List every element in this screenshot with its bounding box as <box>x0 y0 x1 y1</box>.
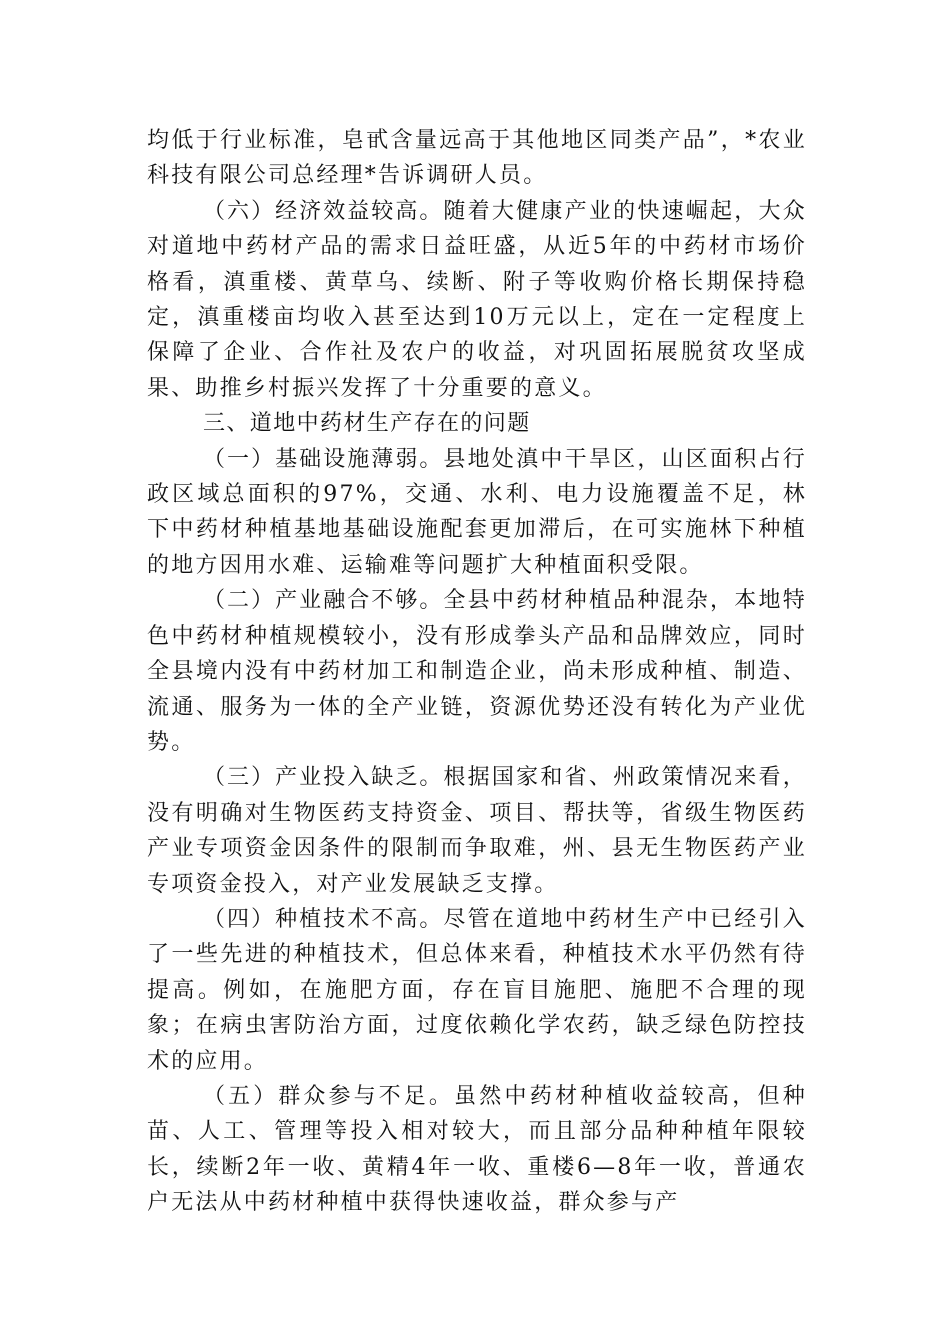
paragraph-text: 根据国家和省、州政策情况来看，没有明确对生物医药支持资金、项目、帮扶等，省级生物医药产业专项资金因条件的限制而争取难，州、县无生物医药产业专项资金投入，对产业发展缺乏支撑。 <box>147 765 807 897</box>
paragraph-lead: （三）产业投入缺乏。 <box>203 765 444 791</box>
paragraph-lead: （四）种植技术不高。 <box>203 906 444 932</box>
paragraph-public-participation <box>147 1079 807 1221</box>
paragraph-lead: （二）产业融合不够。 <box>203 588 444 614</box>
paragraph-lead: （六）经济效益较高。 <box>203 198 444 224</box>
paragraph-text: 随着大健康产业的快速崛起，大众对道地中药材产品的需求日益旺盛，从近5年的中药材市场价格看，滇重楼、黄草乌、续断、附子等收购价格长期保持稳定，滇重楼亩均收入甚至达到10万元以上，定在一定程度上保障了企业、合作社及农户的收益，对巩固拓展脱贫攻坚成果、助推乡村振兴发挥了十分重要的意义。 <box>147 198 807 401</box>
paragraph-industry-investment <box>147 760 807 902</box>
section-heading: 三、道地中药材生产存在的问题 <box>203 411 531 437</box>
paragraph-text: 尽管在道地中药材生产中已经引入了一些先进的种植技术，但总体来看，种植技术水平仍然有待提高。例如，在施肥方面，存在盲目施肥、施肥不合理的现象；在病虫害防治方面，过度依赖化学农药，缺乏绿色防控技术的应用。 <box>147 906 807 1074</box>
document-body <box>147 123 807 1221</box>
paragraph-lead: （五）群众参与不足。 <box>203 1083 454 1109</box>
paragraph-text: 虽然中药材种植收益较高，但种苗、人工、管理等投入相对较大，而且部分品种种植年限较长，续断2年一收、黄精4年一收、重楼6—8年一收，普通农户无法从中药材种植中获得快速收益，群众参与产 <box>147 1083 807 1216</box>
paragraph-continuation: 均低于行业标准，皂甙含量远高于其他地区同类产品”，*农业科技有限公司总经理*告诉调研人员。 <box>147 128 807 189</box>
paragraph-industry-integration <box>147 583 807 760</box>
paragraph-infrastructure <box>147 442 807 584</box>
paragraph-economic-benefit <box>147 194 807 406</box>
paragraph-text: 县地处滇中干旱区，山区面积占行政区域总面积的97%，交通、水利、电力设施覆盖不足，林下中药材种植基地基础设施配套更加滞后，在可实施林下种植的地方因用水难、运输难等问题扩大种植面积受限。 <box>147 446 807 578</box>
paragraph-lead: （一）基础设施薄弱。 <box>203 446 444 472</box>
paragraph-planting-technology <box>147 902 807 1079</box>
paragraph-text: 全县中药材种植品种混杂，本地特色中药材种植规模较小，没有形成拳头产品和品牌效应，同时全县境内没有中药材加工和制造企业，尚未形成种植、制造、流通、服务为一体的全产业链，资源优势还没有转化为产业优势。 <box>147 588 807 755</box>
